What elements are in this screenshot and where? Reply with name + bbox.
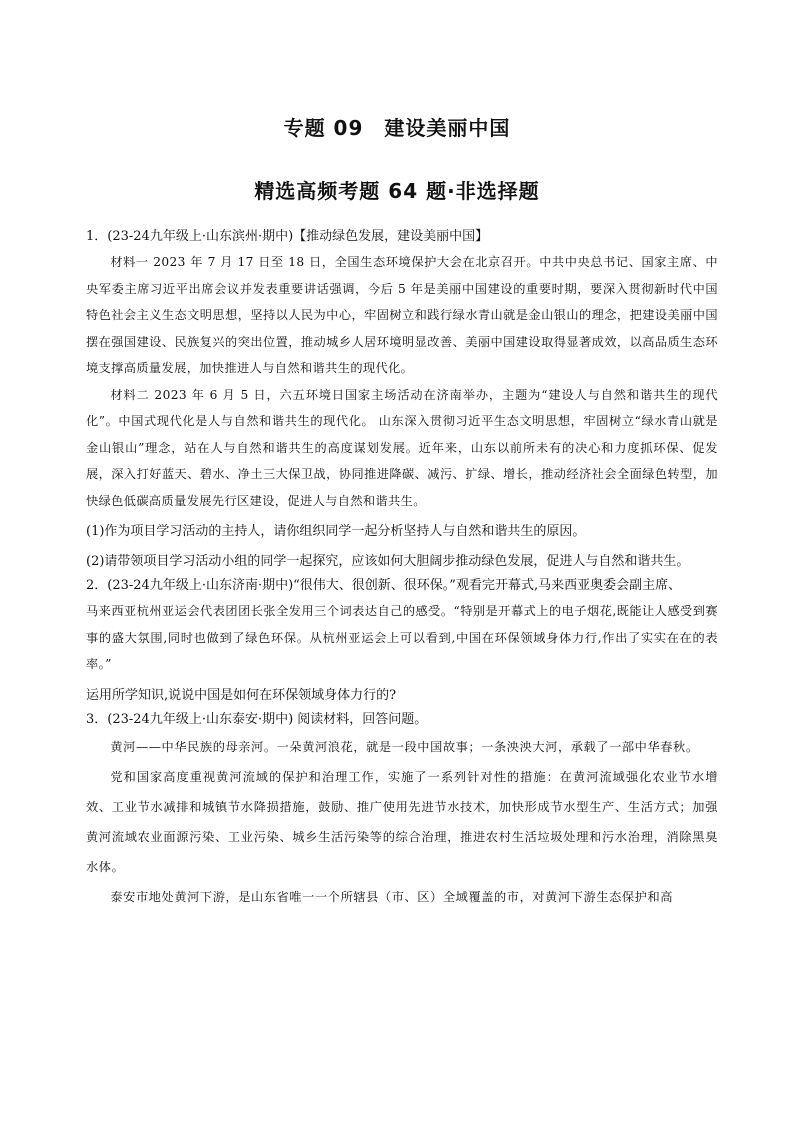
document-subtitle: 精选高频考题 64 题·非选择题 xyxy=(254,179,540,203)
question-2-header: 2．(23-24九年级上·山东济南·期中)“很伟大、很创新、很环保。”观看完开幕式,马来西亚奥委会副主席、 xyxy=(86,578,682,593)
question-2 xyxy=(86,574,718,708)
question-3-paragraph-3: 泰安市地处黄河下游，是山东省唯一一个所辖县（市、区）全域覆盖的市，对黄河下游生态保护和高 xyxy=(110,889,674,904)
question-1-subquestion-2: (2)请带领项目学习活动小组的同学一起探究，应该如何大胆阔步推动绿色发展，促进人与自然和谐共生。 xyxy=(86,554,690,569)
question-1-header: 1．(23-24九年级上·山东滨州·期中)【推动绿色发展，建设美丽中国】 xyxy=(86,229,489,244)
question-3-paragraph-2: 党和国家高度重视黄河流域的保护和治理工作，实施了一系列针对性的措施：在黄河流域强化农业节水增效、工业节水减排和城镇节水降损措施，鼓励、推广使用先进节水技术，加快形成节水型生产、生活方式；加强黄河流域农业面源污染、工业污染、城乡生活污染等的综合治理，推进农村生活垃圾处理和污水治理，消除黑臭水体。 xyxy=(86,769,718,874)
question-1 xyxy=(86,225,718,574)
document-title: 专题 09 建设美丽中国 xyxy=(283,116,511,140)
question-1-subquestion-1: (1)作为项目学习活动的主持人，请你组织同学一起分析坚持人与自然和谐共生的原因。 xyxy=(86,524,586,539)
question-1-material-1: 材料一 2023 年 7 月 17 日至 18 日，全国生态环境保护大会在北京召开。中共中央总书记、国家主席、中央军委主席习近平出席会议并发表重要讲话强调，今后 5 年是美丽中国建设的重要时期，要深入贯彻新时代中国特色社会主义生态文明思想，坚持以人民为中心，牢固树立和践行绿水青山就是金山银山的理念，把建设美丽中国摆在强国建设、民族复兴的突出位置，推动城乡人居环境明显改善、美丽中国建设取得显著成效，以高品质生态环境支撑高质量发展，加快推进人与自然和谐共生的现代化。 xyxy=(86,255,718,375)
question-3-paragraph-1: 黄河——中华民族的母亲河。一朵黄河浪花，就是一段中国故事；一条泱泱大河，承载了一部中华春秋。 xyxy=(110,739,699,754)
question-3-header: 3．(23-24九年级上·山东泰安·期中) 阅读材料，回答问题。 xyxy=(86,711,428,727)
question-3 xyxy=(86,708,718,912)
question-list xyxy=(86,225,718,912)
question-1-material-2: 材料二 2023 年 6 月 5 日，六五环境日国家主场活动在济南举办，主题为“建设人与自然和谐共生的现代化”。中国式现代化是人与自然和谐共生的现代化。 山东深入贯彻习近平生态文明思想，牢固树立“绿水青山就是金山银山”理念，站在人与自然和谐共生的高度谋划发展。近年来，山东以前所未有的决心和力度抓环保、促发展，深入打好蓝天、碧水、净土三大保卫战，协同推进降碳、减污、扩绿、增长，推动经济社会全面绿色转型，加快绿色低碳高质量发展先行区建设，促进人与自然和谐共生。 xyxy=(86,387,718,508)
question-2-material: 马来西亚杭州亚运会代表团团长张全发用三个词表达自己的感受。“特别是开幕式上的电子烟花,既能让人感受到赛事的盛大氛围,同时也做到了绿色环保。从杭州亚运会上可以看到,中国在环保领域身体力行,作出了实实在在的表率。” xyxy=(86,604,718,671)
question-2-question: 运用所学知识,说说中国是如何在环保领域身体力行的? xyxy=(86,687,397,703)
